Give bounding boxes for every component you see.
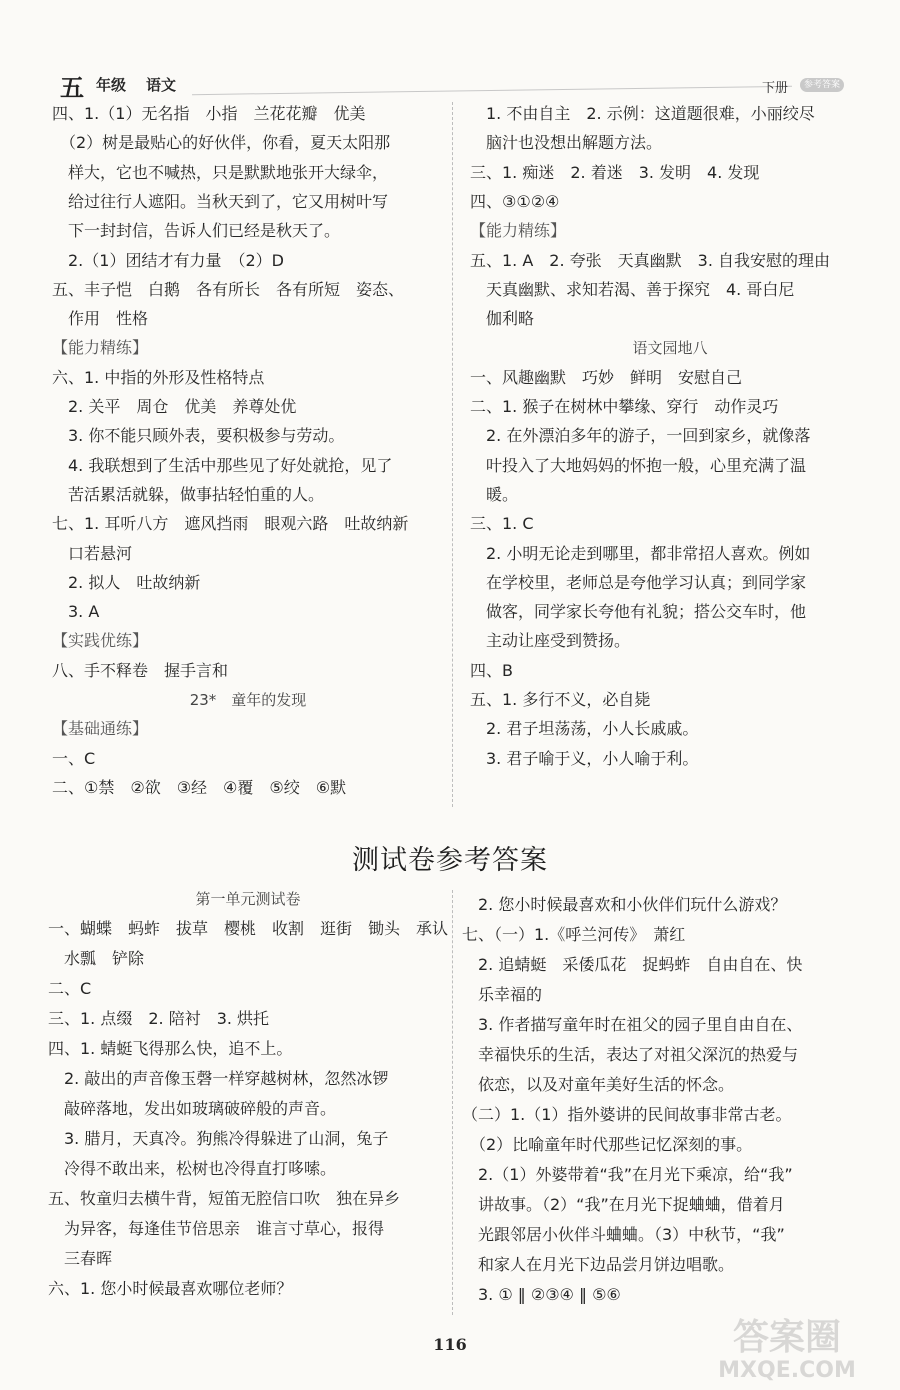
watermark-url: MXQE.COM: [718, 1358, 856, 1382]
answer-line: 叶投入了大地妈妈的怀抱一般，心里充满了温: [470, 456, 807, 475]
answer-line: 2. 君子坦荡荡，小人长戚戚。: [470, 719, 699, 738]
answer-line: 一、蝴蝶 蚂蚱 拔草 樱桃 收割 逛街 锄头 承认: [48, 919, 449, 938]
answer-line: 四、B: [470, 661, 513, 680]
section-title: 测试卷参考答案: [352, 845, 548, 876]
answer-line: （2）树是最贴心的好伙伴，你看，夏天太阳那: [52, 133, 391, 152]
answer-line: 第一单元测试卷: [195, 890, 301, 908]
answer-line: 六、1. 中指的外形及性格特点: [52, 368, 265, 387]
answer-line: 水瓢 铲除: [48, 949, 145, 968]
answer-line: 3. 腊月，天真冷。狗熊冷得躲进了山洞，兔子: [48, 1129, 389, 1148]
answer-line: 伽利略: [470, 309, 535, 328]
answer-line: 2. 拟人 吐故纳新: [52, 573, 201, 592]
answer-line: 2.（1）外婆带着“我”在月光下乘凉，给“我”: [462, 1165, 793, 1184]
answer-line: 23* 童年的发现: [189, 691, 307, 709]
answer-line: 二、C: [48, 979, 92, 998]
answer-line: 暖。: [470, 485, 519, 504]
answer-line: 【能力精练】: [52, 338, 149, 357]
answer-line: 四、③①②④: [470, 192, 560, 211]
answer-line: 三、1. 痴迷 2. 着迷 3. 发明 4. 发现: [470, 163, 760, 182]
answer-line: 五、牧童归去横牛背，短笛无腔信口吹 独在异乡: [48, 1189, 401, 1208]
answer-line: 在学校里，老师总是夸他学习认真；到同学家: [470, 573, 807, 592]
answer-line: 三、1. 点缀 2. 陪衬 3. 烘托: [48, 1009, 270, 1028]
answer-line: 五、1. 多行不义，必自毙: [470, 690, 651, 709]
page-number: 116: [433, 1335, 467, 1354]
answer-line: 苦活累活就躲，做事拈轻怕重的人。: [52, 485, 325, 504]
answer-line: 五、1. A 2. 夸张 天真幽默 3. 自我安慰的理由: [470, 251, 831, 270]
header-rule: [192, 86, 792, 95]
answer-line: 作用 性格: [52, 309, 149, 328]
answer-line: 冷得不敢出来，松树也冷得直打哆嗦。: [48, 1159, 337, 1178]
volume-label: 下册: [762, 81, 789, 96]
answer-line: 3. 作者描写童年时在祖父的园子里自由自在、: [462, 1015, 803, 1034]
answer-line: 2. 在外漂泊多年的游子，一回到家乡，就像落: [470, 426, 811, 445]
column-divider-top: [452, 102, 453, 807]
answer-line: 3. 你不能只顾外表，要积极参与劳动。: [52, 426, 345, 445]
answer-line: 七、（一）1.《呼兰河传》 萧红: [462, 925, 686, 944]
subject-label: 语文: [146, 76, 177, 94]
answer-line: 【实践优练】: [52, 631, 149, 650]
answer-line: 主动让座受到赞扬。: [470, 631, 631, 650]
answer-line: （二）1.（1）指外婆讲的民间故事非常古老。: [462, 1105, 792, 1124]
answer-line: 下一封封信，告诉人们已经是秋天了。: [52, 221, 341, 240]
answer-line: 光跟邻居小伙伴斗蛐蛐。（3）中秋节，“我”: [462, 1225, 785, 1244]
answer-line: 做客，同学家长夸他有礼貌；搭公交车时，他: [470, 602, 807, 621]
answer-tag: 参考答案: [800, 78, 844, 92]
answer-line: 2. 关平 周仓 优美 养尊处优: [52, 397, 297, 416]
answer-line: （2）比喻童年时代那些记忆深刻的事。: [462, 1135, 753, 1154]
answer-line: 脑汁也没想出解题方法。: [470, 133, 663, 152]
answer-line: 四、1.（1）无名指 小指 兰花花瓣 优美: [52, 104, 366, 123]
answer-line: 八、手不释卷 握手言和: [52, 661, 229, 680]
answer-line: 为异客，每逢佳节倍思亲 谁言寸草心，报得: [48, 1219, 385, 1238]
answer-line: 乐幸福的: [462, 985, 543, 1004]
answer-line: 三、1. C: [470, 514, 534, 533]
answer-line: 给过往行人遮阳。当秋天到了，它又用树叶写: [52, 192, 389, 211]
answer-line: 4. 我联想到了生活中那些见了好处就抢，见了: [52, 456, 393, 475]
answer-line: 2.（1）团结才有力量 （2）D: [52, 251, 284, 270]
watermark-text: 答案圈: [732, 1317, 842, 1358]
answer-line: 3. A: [52, 602, 100, 621]
answer-line: 样大，它也不喊热，只是默默地张开大绿伞，: [52, 163, 389, 182]
answer-line: 2. 您小时候最喜欢和小伙伴们玩什么游戏？: [462, 895, 787, 914]
answer-line: 依恋，以及对童年美好生活的怀念。: [462, 1075, 735, 1094]
page-header: [60, 68, 872, 102]
answer-line: 四、1. 蜻蜓飞得那么快，追不上。: [48, 1039, 293, 1058]
watermark-logo: [692, 1307, 882, 1382]
answer-line: 【基础通练】: [52, 719, 149, 738]
answer-line: 讲故事。（2）“我”在月光下捉蛐蛐，借着月: [462, 1195, 785, 1214]
column-divider-bottom: [452, 890, 453, 1315]
answer-line: 六、1. 您小时候最喜欢哪位老师？: [48, 1279, 293, 1298]
answer-line: 2. 小明无论走到哪里，都非常招人喜欢。例如: [470, 544, 811, 563]
answer-line: 敲碎落地，发出如玻璃破碎般的声音。: [48, 1099, 337, 1118]
answer-line: 三春晖: [48, 1249, 113, 1268]
answer-line: 一、C: [52, 749, 96, 768]
answer-line: 七、1. 耳听八方 遮风挡雨 眼观六路 吐故纳新: [52, 514, 409, 533]
answer-line: 1. 不由自主 2. 示例：这道题很难，小丽绞尽: [470, 104, 815, 123]
answer-line: 五、丰子恺 白鹅 各有所长 各有所短 姿态、: [52, 280, 405, 299]
answer-line: 二、1. 猴子在树林中攀缘、穿行 动作灵巧: [470, 397, 779, 416]
answer-line: 二、①禁 ②欲 ③经 ④覆 ⑤绞 ⑥默: [52, 778, 347, 797]
answer-line: 和家人在月光下边品尝月饼边唱歌。: [462, 1255, 735, 1274]
answer-line: 3. 君子喻于义，小人喻于利。: [470, 749, 699, 768]
answer-line: 2. 敲出的声音像玉磬一样穿越树林，忽然冰锣: [48, 1069, 389, 1088]
answer-line: 【能力精练】: [470, 221, 567, 240]
answer-line: 语文园地八: [632, 339, 708, 357]
grade-number: 五: [60, 73, 84, 102]
answer-line: 3. ① ‖ ②③④ ‖ ⑤⑥: [462, 1285, 621, 1304]
answer-line: 一、风趣幽默 巧妙 鲜明 安慰自己: [470, 368, 743, 387]
answer-line: 天真幽默、求知若渴、善于探究 4. 哥白尼: [470, 280, 795, 299]
answer-line: 2. 追蜻蜓 采倭瓜花 捉蚂蚱 自由自在、快: [462, 955, 803, 974]
answer-line: 幸福快乐的生活，表达了对祖父深沉的热爱与: [462, 1045, 799, 1064]
grade-label: 年级: [96, 76, 127, 94]
answer-line: 口若悬河: [52, 544, 133, 563]
